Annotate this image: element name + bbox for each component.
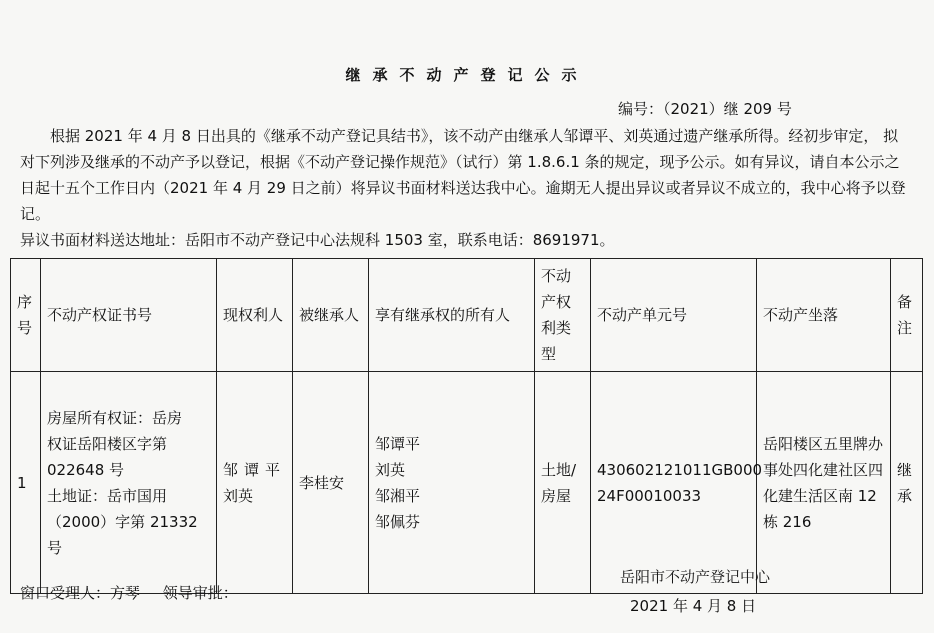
cell-remark: 继 承 — [891, 372, 923, 594]
cell-right-type: 土地/ 房屋 — [535, 372, 591, 594]
header-cert-no: 不动产权证书号 — [41, 259, 217, 372]
document-number: 编号：（2021）继 209 号 — [618, 100, 792, 118]
notice-body: 根据 2021 年 4 月 8 日出具的《继承不动产登记具结书》，该不动产由继承人邹谭平、刘英通过遗产继承所得。经初步审定， 拟对下列涉及继承的不动产予以登记，根据《不动产登记操作规范》（试行）第 1.8.6.1 条的规定，现予公示。如有异议，请自本公示之日起十五个工作日内（2021 年 4 月 29 日之前）将异议书面材料送达我中心。逾期无人提出异议或者异议不成立的，我中心将予以登记。 — [20, 127, 906, 223]
header-heirs: 享有继承权的所有人 — [369, 259, 535, 372]
cell-heirs: 邹谭平 刘英 邹湘平 邹佩芬 — [369, 372, 535, 594]
header-seq: 序号 — [11, 259, 41, 372]
table-header-row — [11, 259, 923, 372]
issue-date: 2021 年 4 月 8 日 — [630, 597, 757, 615]
table-row — [11, 372, 923, 594]
header-right-type: 不动产权利类型 — [535, 259, 591, 372]
cell-location: 岳阳楼区五里牌办事处四化建社区四化建生活区南 12 栋 216 — [757, 372, 891, 594]
page-title: 继承不动产登记公示 — [345, 66, 589, 84]
header-owner: 现权利人 — [217, 259, 293, 372]
footer-signatures — [20, 582, 256, 603]
cell-unit-no: 430602121011GB000 24F00010033 — [591, 372, 757, 594]
objection-address: 异议书面材料送达地址：岳阳市不动产登记中心法规科 1503 室，联系电话：8691971。 — [20, 231, 615, 249]
header-unit-no: 不动产单元号 — [591, 259, 757, 372]
header-remark: 备注 — [891, 259, 923, 372]
issuer: 岳阳市不动产登记中心 — [620, 568, 771, 586]
window-receiver: 窗口受理人：方琴 — [20, 584, 141, 602]
cell-seq: 1 — [11, 372, 41, 594]
registration-table — [10, 258, 923, 594]
cell-cert-no: 房屋所有权证：岳房 权证岳阳楼区字第 022648 号 土地证：岳市国用 （2000）字第 21332 号 — [41, 372, 217, 594]
header-decedent: 被继承人 — [293, 259, 369, 372]
header-location: 不动产坐落 — [757, 259, 891, 372]
cell-owner: 邹谭平 刘英 — [217, 372, 293, 594]
cell-decedent: 李桂安 — [293, 372, 369, 594]
leader-review: 领导审批： — [162, 584, 238, 602]
